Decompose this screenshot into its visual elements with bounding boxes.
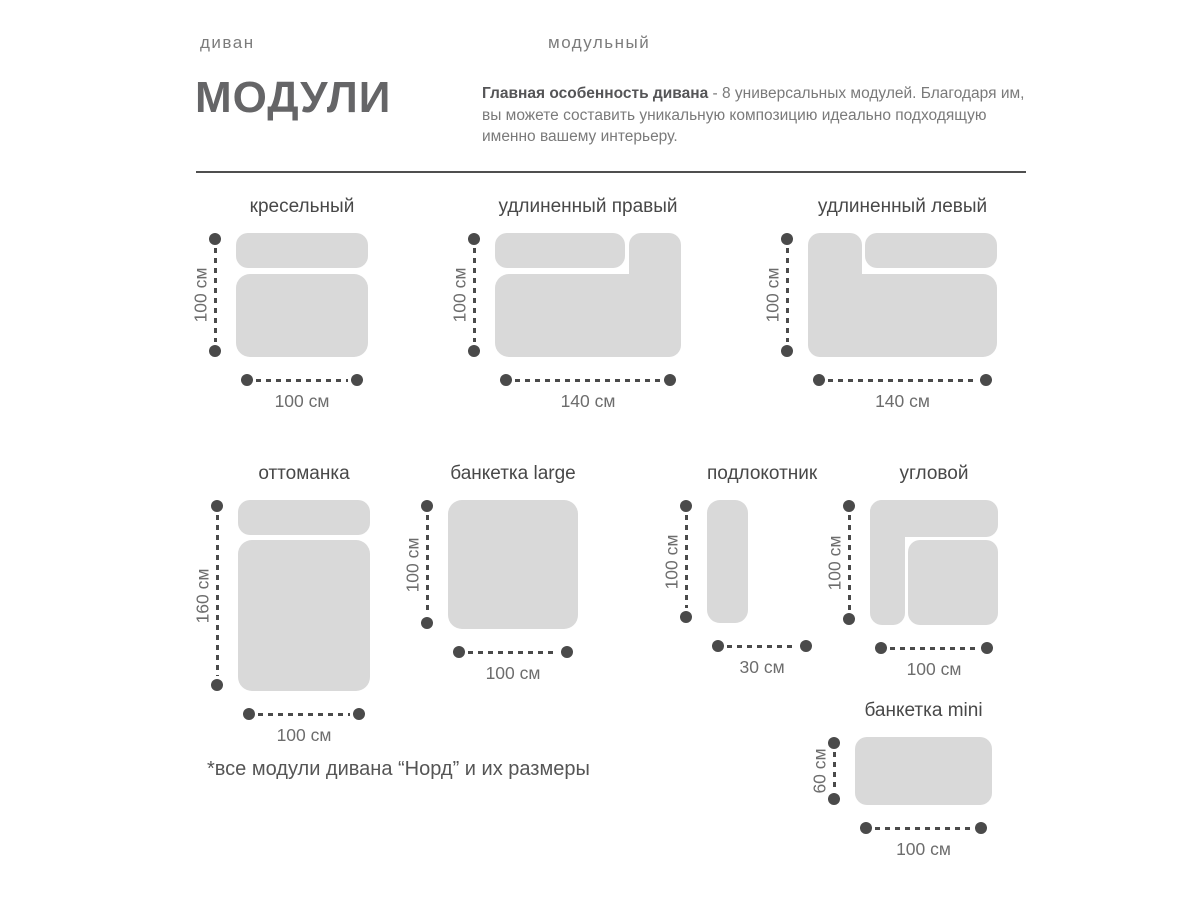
intro-paragraph <box>482 83 1034 148</box>
module-name: угловой <box>899 463 969 484</box>
shape-armrest <box>707 500 748 623</box>
vertical-dimension <box>449 233 495 357</box>
module-podlokotnik <box>661 463 818 678</box>
dimension-dot <box>828 737 840 749</box>
dimension-dot <box>453 646 465 658</box>
dimension-dot <box>828 793 840 805</box>
brand-label: диван <box>200 33 255 52</box>
dimension-dashline <box>833 752 836 790</box>
shape-seat <box>236 274 368 357</box>
dimension-dot <box>421 617 433 629</box>
dimension-dot <box>980 374 992 386</box>
horizontal-dimension <box>448 646 578 684</box>
width-label: 100 см <box>276 725 332 745</box>
module-udlinenny-pravy <box>449 196 681 412</box>
height-label: 100 см <box>449 267 470 323</box>
shape-seat <box>238 540 370 691</box>
dimension-dot <box>875 642 887 654</box>
module-udlinenny-levy <box>762 196 997 412</box>
dimension-dot <box>800 640 812 652</box>
footnote: *все модули дивана “Норд” и их размеры <box>207 758 590 780</box>
width-label: 100 см <box>485 663 541 683</box>
height-label: 100 см <box>824 535 845 590</box>
dimension-dashline <box>786 248 789 342</box>
section-divider <box>196 171 1026 173</box>
width-label: 100 см <box>896 839 951 859</box>
dimension-dot <box>843 613 855 625</box>
width-label: 140 см <box>560 391 616 411</box>
dimension-dot <box>680 500 692 512</box>
dimension-dot <box>209 233 221 245</box>
module-ottomanka <box>192 463 370 746</box>
module-shape <box>707 500 748 623</box>
dimension-dashline <box>890 647 978 650</box>
dimension-dot <box>211 500 223 512</box>
dimension-dot <box>209 345 221 357</box>
shape-seat <box>908 540 998 625</box>
dimension-dot <box>500 374 512 386</box>
dimension-dashline <box>727 645 797 648</box>
module-shape <box>870 500 998 625</box>
category-label: модульный <box>548 33 651 52</box>
horizontal-dimension <box>707 640 817 678</box>
vertical-dimension <box>661 500 707 623</box>
module-name: кресельный <box>249 196 355 217</box>
horizontal-dimension <box>808 374 997 412</box>
dimension-dot <box>860 822 872 834</box>
horizontal-dimension <box>495 374 681 412</box>
module-banketka-mini <box>809 700 992 860</box>
module-shape <box>495 233 681 357</box>
shape-seat <box>495 274 681 357</box>
intro-text: - 8 универсальных модулей. Благодаря им, вы можете составить уникальную композицию идеально подходящую именно вашему интерьеру. <box>482 85 1025 145</box>
dimension-dot <box>241 374 253 386</box>
dimension-dot <box>243 708 255 720</box>
vertical-dimension <box>762 233 808 357</box>
vertical-dimension <box>824 500 870 625</box>
dimension-dashline <box>256 379 348 382</box>
module-name: оттоманка <box>258 463 350 484</box>
module-shape <box>808 233 997 357</box>
height-label: 100 см <box>190 267 211 323</box>
horizontal-dimension <box>855 822 992 860</box>
dimension-dot <box>712 640 724 652</box>
page-title: МОДУЛИ <box>195 73 392 122</box>
shape-seat <box>448 500 578 629</box>
module-shape <box>238 500 370 691</box>
width-label: 30 см <box>739 657 785 677</box>
vertical-dimension <box>190 233 236 357</box>
module-shape <box>236 233 368 357</box>
intro-lead: Главная особенность дивана <box>482 85 709 102</box>
width-label: 140 см <box>875 391 930 411</box>
dimension-dot <box>813 374 825 386</box>
module-name: банкетка mini <box>864 700 983 721</box>
dimension-dot <box>843 500 855 512</box>
dimension-dot <box>468 233 480 245</box>
dimension-dashline <box>214 248 217 342</box>
dimension-dot <box>421 500 433 512</box>
module-kreselny <box>190 196 368 412</box>
module-name: удлиненный правый <box>498 196 678 217</box>
dimension-dot <box>211 679 223 691</box>
horizontal-dimension <box>870 642 998 680</box>
height-label: 100 см <box>402 537 423 592</box>
height-label: 160 см <box>192 568 213 623</box>
shape-seat <box>855 737 992 805</box>
dimension-dashline <box>515 379 661 382</box>
width-label: 100 см <box>906 659 962 679</box>
shape-backrest <box>238 500 370 535</box>
module-name: банкетка large <box>450 463 576 484</box>
module-uglovoy <box>824 463 998 680</box>
shape-backrest <box>236 233 368 268</box>
dimension-dashline <box>685 515 688 608</box>
dimension-dot <box>781 345 793 357</box>
module-name: подлокотник <box>707 463 818 484</box>
dimension-dashline <box>426 515 429 614</box>
shape-backrest <box>495 233 625 268</box>
height-label: 60 см <box>809 748 830 794</box>
dimension-dot <box>680 611 692 623</box>
dimension-dashline <box>473 248 476 342</box>
dimension-dot <box>468 345 480 357</box>
vertical-dimension <box>809 737 855 805</box>
dimension-dashline <box>468 651 558 654</box>
dimension-dashline <box>258 713 350 716</box>
horizontal-dimension <box>236 374 368 412</box>
dimension-dot <box>981 642 993 654</box>
shape-backrest-left <box>870 500 905 625</box>
module-shape <box>855 737 992 805</box>
vertical-dimension <box>402 500 448 629</box>
dimension-dashline <box>875 827 972 830</box>
width-label: 100 см <box>274 391 330 411</box>
module-banketka-large <box>402 463 578 684</box>
dimension-dot <box>781 233 793 245</box>
dimension-dot <box>353 708 365 720</box>
horizontal-dimension <box>238 708 370 746</box>
module-shape <box>448 500 578 629</box>
module-name: удлиненный левый <box>817 196 988 217</box>
dimension-dashline <box>828 379 977 382</box>
shape-seat <box>808 274 997 357</box>
vertical-dimension <box>192 500 238 691</box>
shape-backrest <box>865 233 997 268</box>
dimension-dashline <box>848 515 851 610</box>
height-label: 100 см <box>661 534 682 589</box>
dimension-dot <box>664 374 676 386</box>
dimension-dot <box>351 374 363 386</box>
dimension-dot <box>561 646 573 658</box>
dimension-dashline <box>216 515 219 676</box>
height-label: 100 см <box>762 267 783 323</box>
dimension-dot <box>975 822 987 834</box>
